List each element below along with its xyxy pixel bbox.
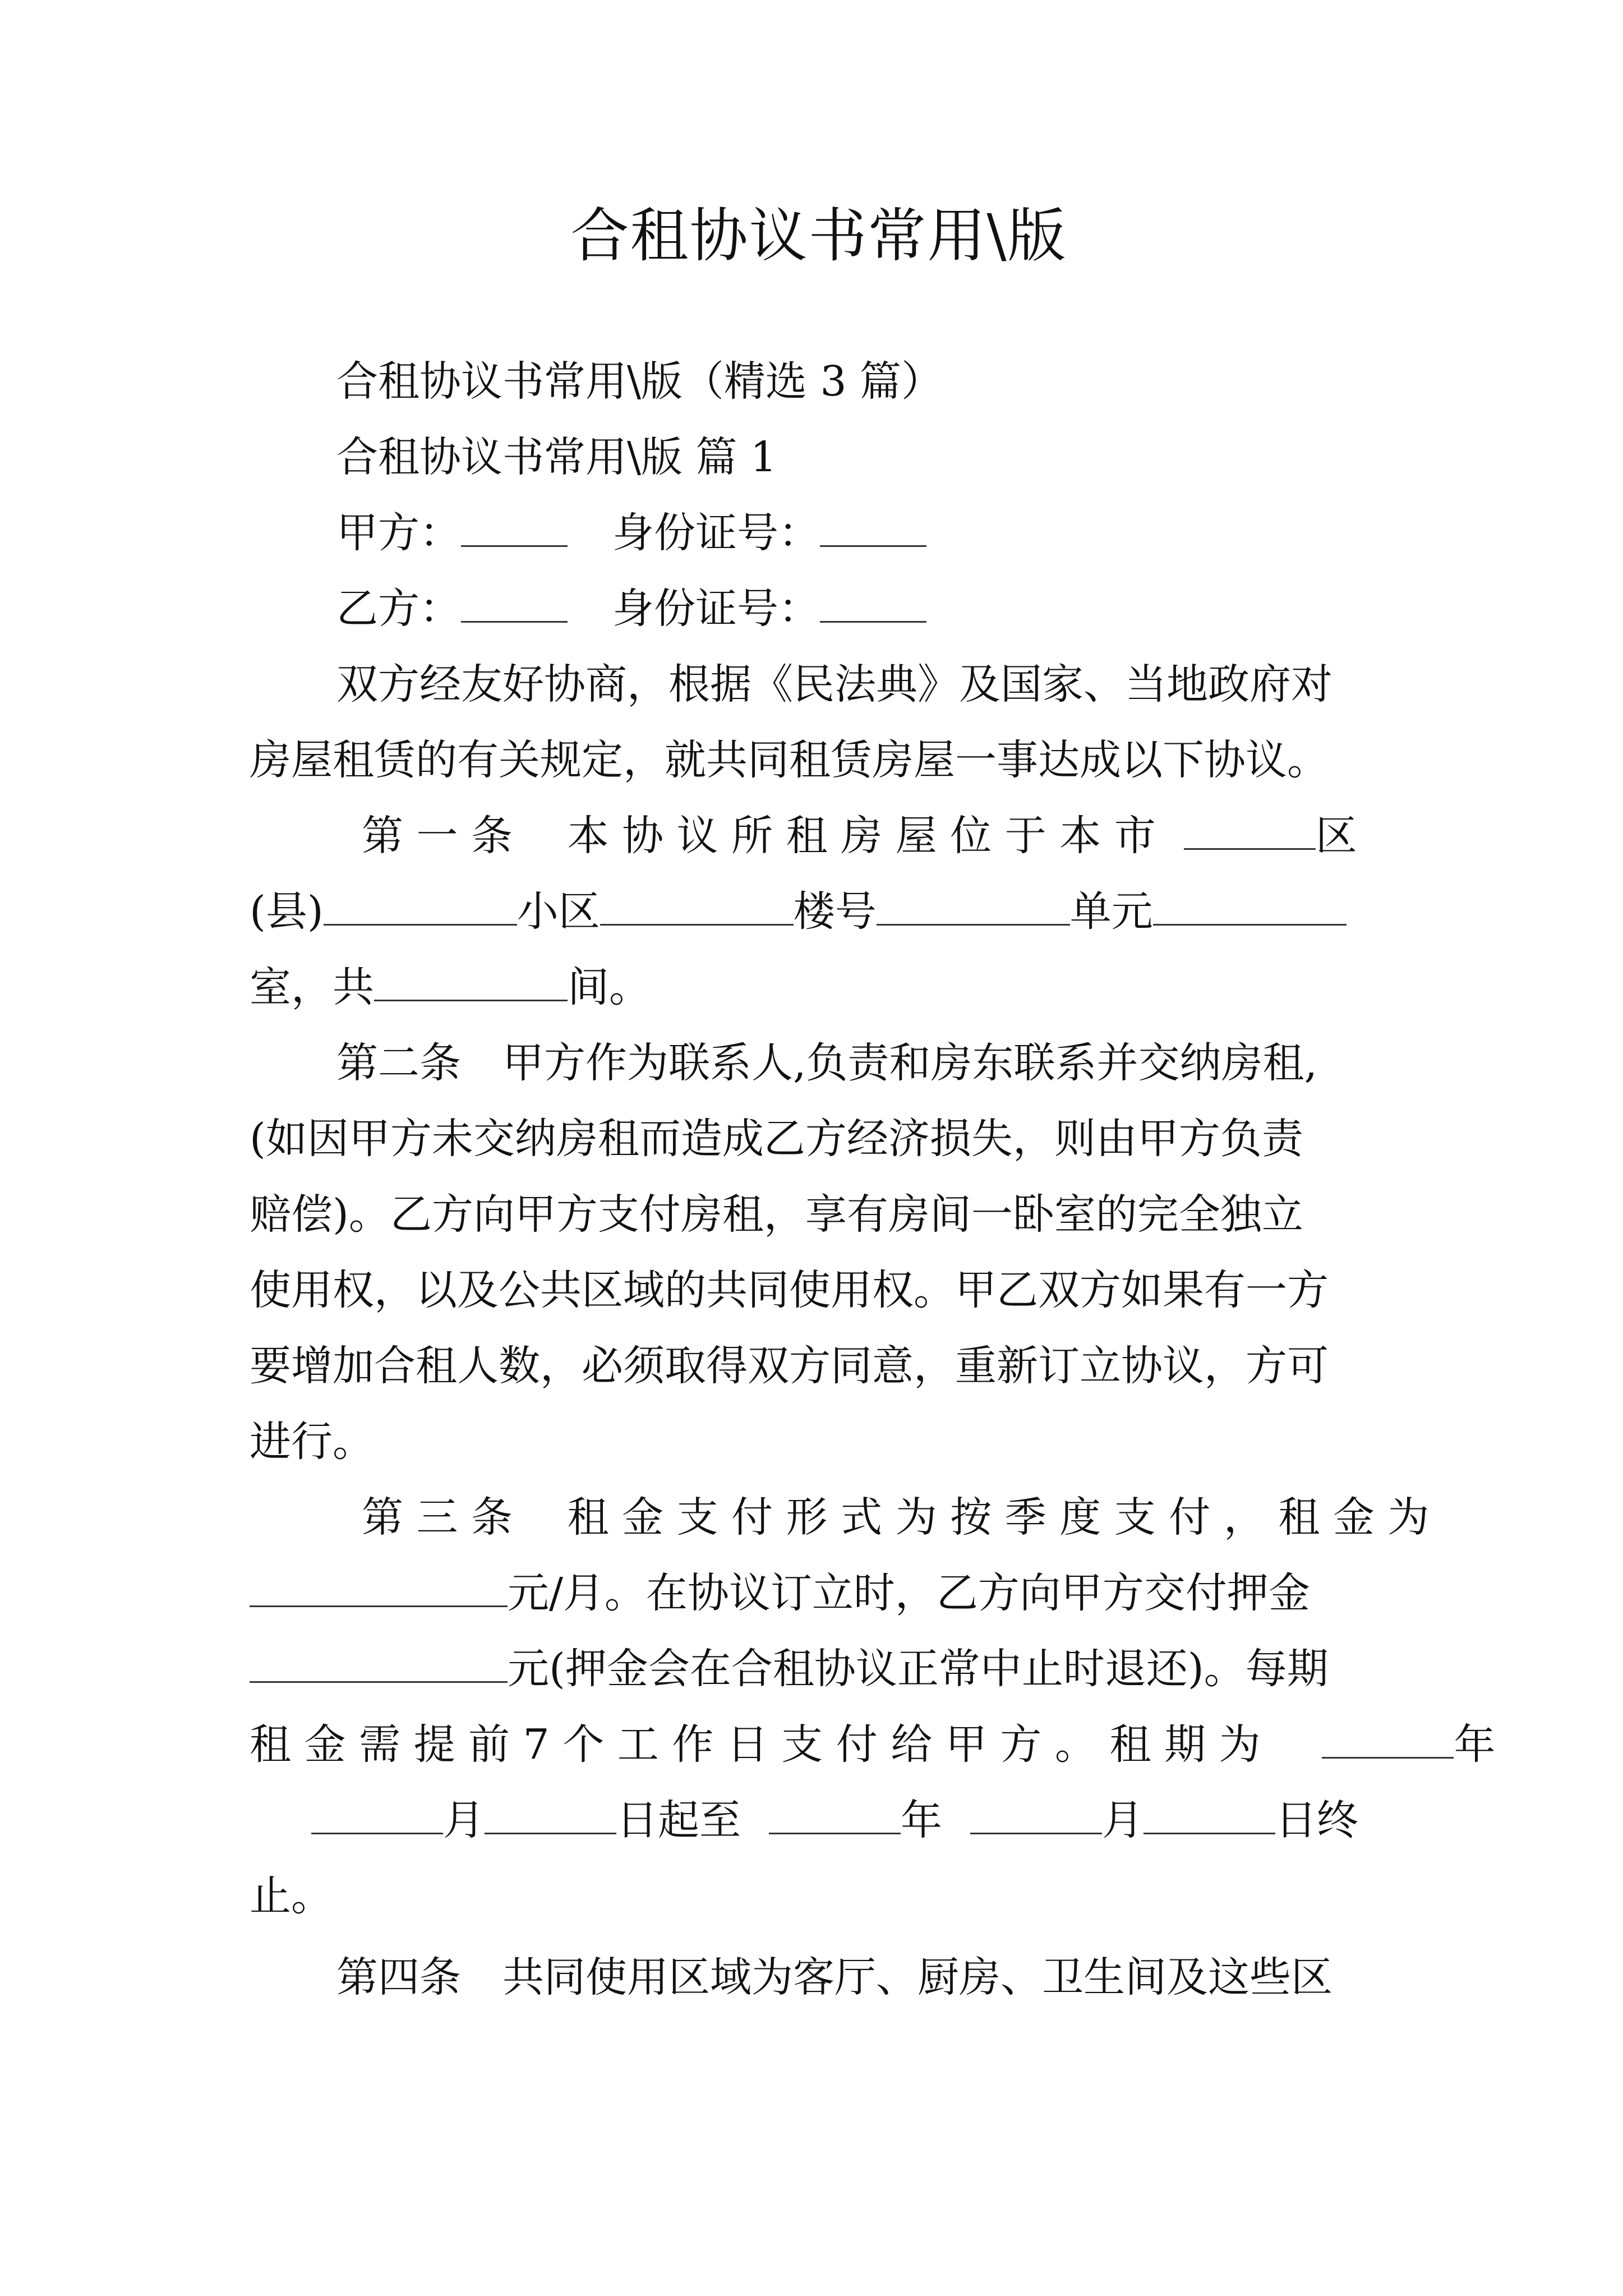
article3-line-4 [250, 1714, 1496, 1775]
article1-district-suffix: 区 [1315, 812, 1357, 860]
end-day-blank[interactable] [1144, 1793, 1275, 1834]
unit-label: 单元 [1069, 887, 1153, 936]
intro-line-2: 房屋租赁的有关规定，就共同租赁房屋一事达成以下协议。 [250, 736, 1329, 784]
document-subtitle: 合租协议书常用\版（精选 3 篇） [336, 357, 943, 406]
start-day-blank[interactable] [485, 1793, 616, 1834]
deposit-text: 元(押金会在合租协议正常中止时退还)。每期 [508, 1645, 1329, 1693]
party-a-id-label: 身份证号： [612, 509, 820, 557]
party-b-id-label: 身份证号： [612, 585, 820, 633]
start-day-label: 日起至 [616, 1796, 741, 1844]
party-b-line [250, 578, 1388, 639]
room-count-blank[interactable] [374, 960, 568, 1001]
article2-line-6: 进行。 [250, 1418, 374, 1466]
end-day-label: 日终 [1275, 1796, 1358, 1844]
document-title: 合租协议书常用\版 [570, 201, 1067, 270]
end-year-blank[interactable] [769, 1793, 901, 1834]
section-heading: 合租协议书常用\版 篇 1 [336, 433, 777, 481]
article3-line-3 [250, 1638, 1388, 1700]
deposit-amount-blank[interactable] [250, 1642, 508, 1683]
article3-line-6: 止。 [250, 1872, 333, 1920]
room-suffix: 间。 [568, 963, 651, 1011]
intro-line-1: 双方经友好协商，根据《民法典》及国家、当地政府对 [336, 660, 1332, 708]
article4-line-1: 第四条 共同使用区域为客厅、厨房、卫生间及这些区 [336, 1953, 1332, 2001]
start-month-label: 月 [443, 1796, 485, 1844]
building-label: 楼号 [793, 887, 877, 936]
rent-amount-blank[interactable] [250, 1566, 508, 1607]
rent-text: 元/月。在协议订立时，乙方向甲方交付押金 [508, 1569, 1310, 1617]
building-blank[interactable] [877, 885, 1070, 926]
party-a-label: 甲方： [336, 509, 461, 557]
article3-line-1: 第 三 条 租 金 支 付 形 式 为 按 季 度 支 付 ， 租 金 为 [362, 1493, 1430, 1542]
article3-line-5 [250, 1789, 1388, 1851]
party-a-id-blank[interactable] [820, 506, 926, 547]
party-b-id-blank[interactable] [820, 582, 926, 623]
payment-terms-text: 租 金 需 提 前 7 个 工 作 日 支 付 给 甲 方 。 租 期 为 [250, 1720, 1261, 1769]
party-a-name-blank[interactable] [461, 506, 568, 547]
start-month-blank[interactable] [311, 1793, 443, 1834]
article1-line-1 [250, 805, 1388, 867]
room-label: 室，共 [250, 963, 374, 1011]
end-year-label: 年 [901, 1796, 942, 1844]
article1-text: 第 一 条 本 协 议 所 租 房 屋 位 于 本 市 [362, 812, 1156, 860]
article2-line-3: 赔偿)。乙方向甲方支付房租，享有房间一卧室的完全独立 [250, 1190, 1303, 1239]
article3-line-2 [250, 1562, 1388, 1624]
start-year-blank[interactable] [1322, 1718, 1454, 1759]
article2-line-5: 要增加合租人数，必须取得双方同意，重新订立协议，方可 [250, 1342, 1329, 1390]
article1-line-2 [250, 881, 1388, 942]
community-label: 小区 [517, 887, 600, 936]
document-page [250, 0, 1496, 2296]
community-blank[interactable] [600, 885, 794, 926]
article2-line-2: (如因甲方未交纳房租而造成乙方经济损失，则由甲方负责 [250, 1115, 1303, 1163]
article1-line-3 [250, 956, 1388, 1018]
end-month-blank[interactable] [970, 1793, 1102, 1834]
party-b-name-blank[interactable] [461, 582, 568, 623]
start-year-label: 年 [1454, 1720, 1496, 1769]
unit-blank[interactable] [1153, 885, 1347, 926]
end-month-label: 月 [1102, 1796, 1144, 1844]
party-a-line [250, 502, 1388, 564]
article2-line-4: 使用权，以及公共区域的共同使用权。甲乙双方如果有一方 [250, 1266, 1329, 1314]
district-blank[interactable] [1184, 809, 1316, 850]
county-label: (县) [250, 887, 324, 936]
party-b-label: 乙方： [336, 585, 461, 633]
article2-line-1: 第二条 甲方作为联系人,负责和房东联系并交纳房租, [336, 1039, 1318, 1087]
county-blank[interactable] [324, 885, 517, 926]
